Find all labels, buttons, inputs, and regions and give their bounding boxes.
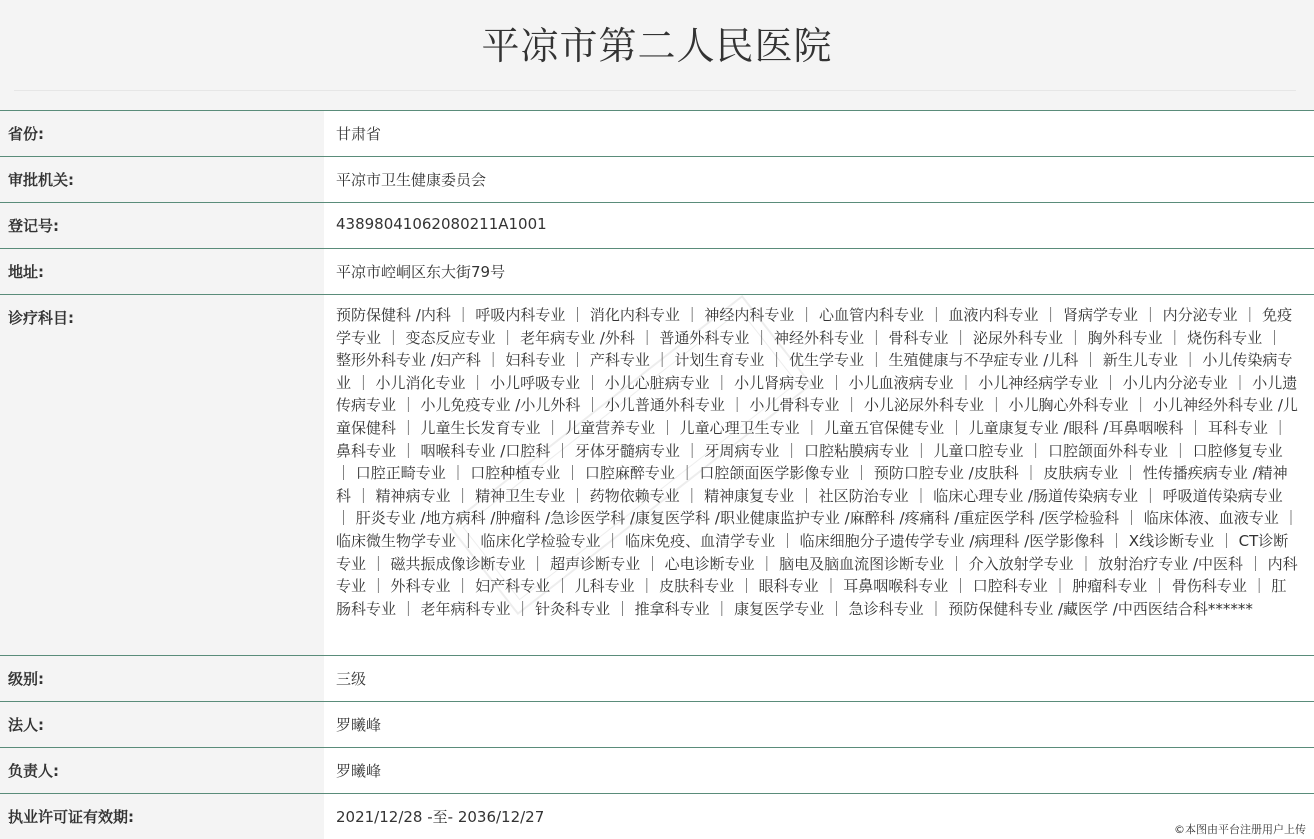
row-departments [0, 295, 1314, 656]
level-label: 级别: [0, 656, 324, 701]
province-value: 甘肃省 [324, 111, 1314, 156]
approval-authority-label: 审批机关: [0, 157, 324, 202]
address-label: 地址: [0, 249, 324, 294]
row-level [0, 656, 1314, 702]
row-registration-number [0, 203, 1314, 249]
row-person-in-charge [0, 748, 1314, 794]
license-validity-label: 执业许可证有效期: [0, 794, 324, 839]
legal-person-label: 法人: [0, 702, 324, 747]
legal-person-value: 罗曦峰 [324, 702, 1314, 747]
row-legal-person [0, 702, 1314, 748]
info-table [0, 110, 1314, 839]
page-title: 平凉市第二人民医院 [481, 24, 833, 68]
row-address [0, 249, 1314, 295]
row-approval-authority [0, 157, 1314, 203]
row-province [0, 111, 1314, 157]
departments-value: 预防保健科 /内科 ｜ 呼吸内科专业 ｜ 消化内科专业 ｜ 神经内科专业 ｜ 心血管内科专业 ｜ 血液内科专业 ｜ 肾病学专业 ｜ 内分泌专业 ｜ 免疫学专业 ｜ 变态反应专业 ｜ 老年病专业 /外科 ｜ 普通外科专业 ｜ 神经外科专业 ｜ 骨科专业 ｜ 泌尿外科专业 ｜ 胸外科专业 ｜ 烧伤科专业 ｜ 整形外科专业 /妇产科 ｜ 妇科专业 ｜ 产科专业 ｜ 计划生育专业 ｜ 优生学专业 ｜ 生殖健康与不孕症专业 /儿科 ｜ 新生儿专业 ｜ 小儿传染病专业 ｜ 小儿消化专业 ｜ 小儿呼吸专业 ｜ 小儿心脏病专业 ｜ 小儿肾病专业 ｜ 小儿血液病专业 ｜ 小儿神经病学专业 ｜ 小儿内分泌专业 ｜ 小儿遗传病专业 ｜ 小儿免疫专业 /小儿外科 ｜ 小儿普通外科专业 ｜ 小儿骨科专业 ｜ 小儿泌尿外科专业 ｜ 小儿胸心外科专业 ｜ 小儿神经外科专业 /儿童保健科 ｜ 儿童生长发育专业 ｜ 儿童营养专业 ｜ 儿童心理卫生专业 ｜ 儿童五官保健专业 ｜ 儿童康复专业 /眼科 /耳鼻咽喉科 ｜ 耳科专业 ｜ 鼻科专业 ｜ 咽喉科专业 /口腔科 ｜ 牙体牙髓病专业 ｜ 牙周病专业 ｜ 口腔粘膜病专业 ｜ 儿童口腔专业 ｜ 口腔颌面外科专业 ｜ 口腔修复专业 ｜ 口腔正畸专业 ｜ 口腔种植专业 ｜ 口腔麻醉专业 ｜ 口腔颌面医学影像专业 ｜ 预防口腔专业 /皮肤科 ｜ 皮肤病专业 ｜ 性传播疾病专业 /精神科 ｜ 精神病专业 ｜ 精神卫生专业 ｜ 药物依赖专业 ｜ 精神康复专业 ｜ 社区防治专业 ｜ 临床心理专业 /肠道传染病专业 ｜ 呼吸道传染病专业 ｜ 肝炎专业 /地方病科 /肿瘤科 /急诊医学科 /康复医学科 /职业健康监护专业 /麻醉科 /疼痛科 /重症医学科 /医学检验科 ｜ 临床体液、血液专业 ｜ 临床微生物学专业 ｜ 临床化学检验专业 ｜ 临床免疫、血清学专业 ｜ 临床细胞分子遗传学专业 /病理科 /医学影像科 ｜ X线诊断专业 ｜ CT诊断专业 ｜ 磁共振成像诊断专业 ｜ 超声诊断专业 ｜ 心电诊断专业 ｜ 脑电及脑血流图诊断专业 ｜ 介入放射学专业 ｜ 放射治疗专业 /中医科 ｜ 内科专业 ｜ 外科专业 ｜ 妇产科专业 ｜ 儿科专业 ｜ 皮肤科专业 ｜ 眼科专业 ｜ 耳鼻咽喉科专业 ｜ 口腔科专业 ｜ 肿瘤科专业 ｜ 骨伤科专业 ｜ 肛肠科专业 ｜ 老年病科专业 ｜ 针灸科专业 ｜ 推拿科专业 ｜ 康复医学专业 ｜ 急诊科专业 ｜ 预防保健科专业 /藏医学 /中西医结合科****** [324, 295, 1314, 655]
license-validity-value: 2021/12/28 -至- 2036/12/27 [324, 794, 1314, 839]
address-value: 平凉市崆峒区东大街79号 [324, 249, 1314, 294]
registration-number-label: 登记号: [0, 203, 324, 248]
registration-number-value: 43898041062080211A1001 [324, 203, 1314, 248]
row-license-validity [0, 794, 1314, 839]
person-in-charge-value: 罗曦峰 [324, 748, 1314, 793]
upload-watermark: ©本图由平台注册用户上传 [1174, 823, 1306, 836]
departments-label: 诊疗科目: [0, 295, 324, 655]
approval-authority-value: 平凉市卫生健康委员会 [324, 157, 1314, 202]
title-divider [14, 90, 1296, 91]
level-value: 三级 [324, 656, 1314, 701]
person-in-charge-label: 负责人: [0, 748, 324, 793]
province-label: 省份: [0, 111, 324, 156]
